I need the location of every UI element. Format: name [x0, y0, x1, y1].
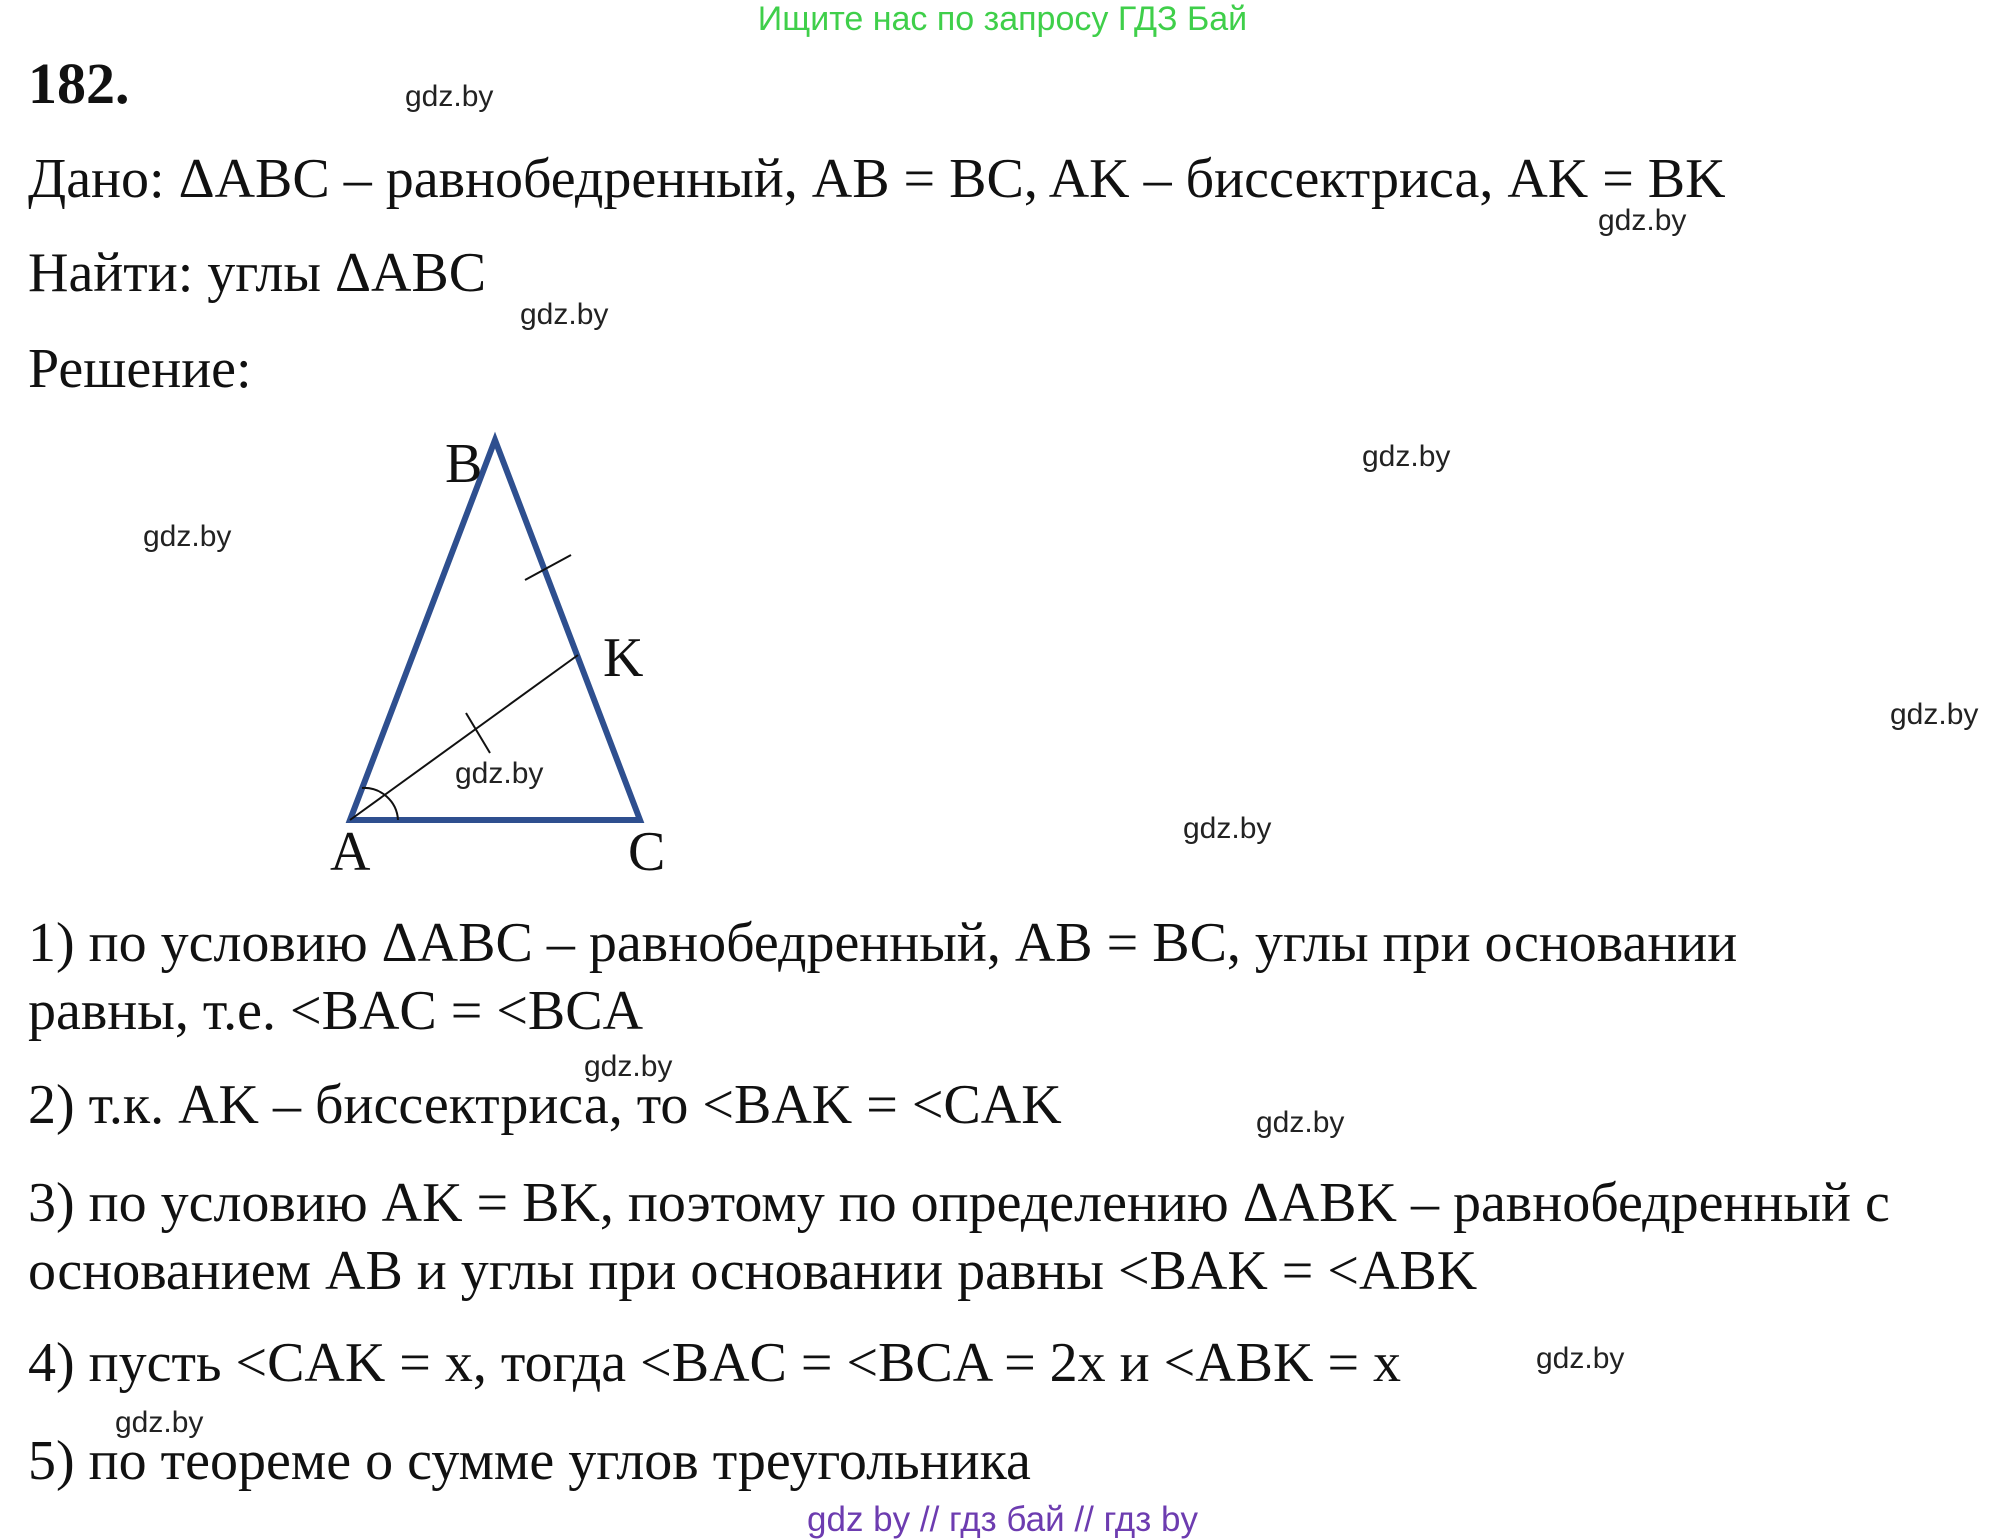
step-1-line-2: равны, т.е. <BAC = <BCA: [28, 980, 644, 1042]
vertex-label-c: C: [628, 821, 666, 883]
watermark: gdz.by: [405, 80, 494, 113]
step-1-line-1: 1) по условию ΔABC – равнобедренный, AB = BC, углы при основании: [28, 912, 1738, 974]
watermark: gdz.by: [1256, 1106, 1345, 1139]
watermark: gdz.by: [1183, 812, 1272, 845]
watermark: gdz.by: [1536, 1342, 1625, 1375]
watermark: gdz.by: [1890, 698, 1979, 731]
vertex-label-b: B: [445, 433, 483, 495]
watermark: gdz.by: [143, 520, 232, 553]
find-statement: Найти: углы ΔABC: [28, 242, 487, 304]
watermark: gdz.by: [115, 1406, 204, 1439]
footer-links: gdz by // гдз бай // гдз by: [807, 1500, 1198, 1539]
watermark: gdz.by: [584, 1050, 673, 1083]
search-banner: Ищите нас по запросу ГДЗ Бай: [757, 0, 1248, 38]
point-label-k: K: [603, 627, 644, 689]
given-statement: Дано: ΔABC – равнобедренный, AB = BC, AK – биссектриса, AK = BK: [28, 148, 1726, 210]
step-5: 5) по теореме о сумме углов треугольника: [28, 1430, 1031, 1492]
angle-arc-a: [362, 788, 398, 820]
watermark: gdz.by: [1598, 204, 1687, 237]
watermark: gdz.by: [1362, 440, 1451, 473]
step-3-line-1: 3) по условию AK = BK, поэтому по определению ΔABK – равнобедренный с: [28, 1172, 1890, 1234]
step-4: 4) пусть <CAK = x, тогда <BAC = <BCA = 2x и <ABK = x: [28, 1332, 1402, 1394]
watermark: gdz.by: [520, 298, 609, 331]
vertex-label-a: A: [330, 821, 371, 883]
solution-heading: Решение:: [28, 338, 252, 400]
step-3-line-2: основанием AB и углы при основании равны <BAK = <ABK: [28, 1240, 1478, 1302]
watermark: gdz.by: [455, 757, 544, 790]
step-2: 2) т.к. AK – биссектриса, то <BAK = <CAK: [28, 1074, 1062, 1136]
problem-number: 182.: [28, 51, 130, 116]
